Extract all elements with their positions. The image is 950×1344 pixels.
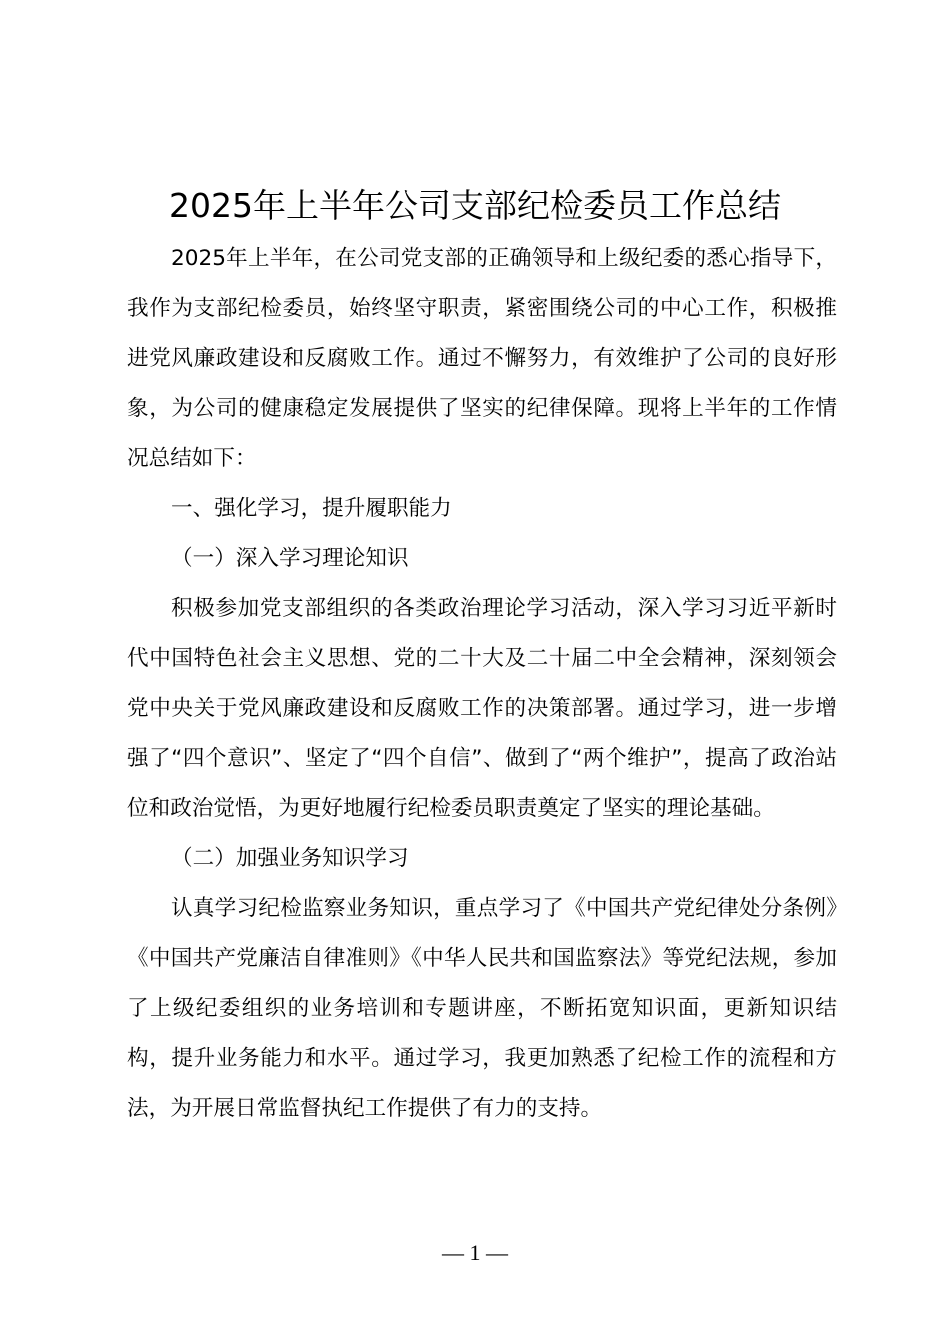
section-heading-1: 一、强化学习，提升履职能力 [171, 496, 452, 521]
page-number: — 1 — [442, 1240, 508, 1265]
document-title: 2025年上半年公司支部纪检委员工作总结 [169, 186, 781, 225]
business-study-paragraph: 认真学习纪检监察业务知识，重点学习了《中国共产党纪律处分条例》《中国共产党廉洁自律准则》《中华人民共和国监察法》等党纪法规，参加了上级纪委组织的业务培训和专题讲座，不断拓宽知识面，更新知识结构，提升业务能力和水平。通过学习，我更加熟悉了纪检工作的流程和方法，为开展日常监督执纪工作提供了有力的支持。 [127, 896, 837, 1121]
subsection-heading-2: （二）加强业务知识学习 [171, 846, 409, 871]
subsection-heading-1: （一）深入学习理论知识 [171, 546, 409, 571]
document-body [127, 234, 837, 1134]
intro-paragraph: 2025年上半年，在公司党支部的正确领导和上级纪委的悉心指导下，我作为支部纪检委员，始终坚守职责，紧密围绕公司的中心工作，积极推进党风廉政建设和反腐败工作。通过不懈努力，有效维护了公司的良好形象，为公司的健康稳定发展提供了坚实的纪律保障。现将上半年的工作情况总结如下： [127, 246, 837, 471]
theory-study-paragraph: 积极参加党支部组织的各类政治理论学习活动，深入学习习近平新时代中国特色社会主义思想、党的二十大及二十届二中全会精神，深刻领会党中央关于党风廉政建设和反腐败工作的决策部署。通过学习，进一步增强了“四个意识”、坚定了“四个自信”、做到了“两个维护”，提高了政治站位和政治觉悟，为更好地履行纪检委员职责奠定了坚实的理论基础。 [127, 596, 837, 821]
